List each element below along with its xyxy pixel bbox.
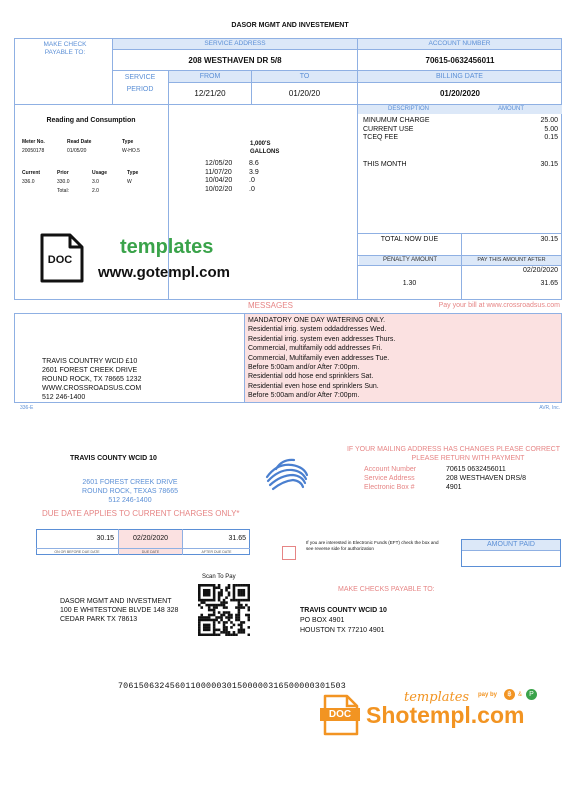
reading-header: Usage xyxy=(92,170,108,176)
to-date: 01/20/20 xyxy=(288,89,321,98)
reading-value: 3.0 xyxy=(92,179,99,185)
due-label-date: DUE DATE xyxy=(141,550,160,554)
charges-header xyxy=(358,105,562,114)
stub-info-label: Account Number xyxy=(364,466,417,473)
message-line: Residential irrig. system even addresses Thurs. xyxy=(248,335,396,343)
messages-list xyxy=(248,316,395,401)
bitcoin-icon: ฿ xyxy=(504,689,515,700)
doc-label: DOC xyxy=(47,254,73,266)
district-line: ROUND ROCK, TEXAS 78665 xyxy=(82,488,178,495)
pay-online-text: Pay your bill at www.crossroadsus.com xyxy=(438,302,560,309)
company-title: DASOR MGMT AND INVESTEMENT xyxy=(231,22,349,29)
from-date: 12/21/20 xyxy=(194,89,226,98)
usage-date: 12/05/20 xyxy=(205,160,233,167)
reading-header: Type xyxy=(127,170,139,176)
this-month-amount: 30.15 xyxy=(540,161,558,168)
address-change-notice xyxy=(336,445,560,463)
message-line: Commercial, multifamily odd addresses Fri. xyxy=(248,345,383,353)
description-label: DESCRIPTION xyxy=(388,106,430,112)
doc-file-icon xyxy=(38,232,86,284)
address-change-line: IF YOUR MAILING ADDRESS HAS CHANGES PLEASE CORRECT xyxy=(346,446,560,453)
usage-date: 10/02/20 xyxy=(205,185,233,193)
make-checks-label: MAKE CHECKS PAYABLE TO: xyxy=(338,586,435,593)
reading-value: W-HO.5 xyxy=(122,148,140,154)
usage-history xyxy=(205,160,259,194)
charge-desc: CURRENT USE xyxy=(363,125,414,133)
make-check-label: MAKE CHECK PAYABLE TO: xyxy=(43,41,87,56)
brand-script: templates xyxy=(404,690,470,705)
charges-list xyxy=(363,117,558,143)
message-line: Commercial, Multifamily even addresses Tue. xyxy=(248,354,390,362)
usage-value: .0 xyxy=(249,185,255,193)
qr-code-icon[interactable] xyxy=(198,584,250,636)
message-line: Residential even hose end sprinklers Sun. xyxy=(248,382,379,390)
eft-text: If you are interested in Electronic Funds (EFT) check the box and see reverse side for authorization xyxy=(306,540,439,551)
customer-line: 100 E WHITESTONE BLVDE 148 328 xyxy=(60,607,179,614)
usage-title xyxy=(250,140,279,156)
total-now-due-value: 30.15 xyxy=(540,236,558,243)
stub-info-label: Electronic Box # xyxy=(364,484,415,491)
eft-checkbox[interactable] xyxy=(282,546,296,560)
pay-after-label: PAY THIS AMOUNT AFTER xyxy=(462,256,561,265)
stub-info-value: 70615 0632456011 xyxy=(446,466,506,473)
reading-title: Reading and Consumption xyxy=(46,117,136,124)
address-change-line: PLEASE RETURN WITH PAYMENT xyxy=(411,455,525,462)
reading-value: 336.0 xyxy=(22,179,35,185)
reading-header: Type xyxy=(122,139,134,145)
pay-by-label: pay by xyxy=(478,692,498,698)
customer-line: DASOR MGMT AND INVESTMENT xyxy=(60,598,172,605)
penalty-label: PENALTY AMOUNT xyxy=(359,256,461,265)
district-address xyxy=(60,478,200,505)
message-line: Before 5:00am and/or After 7:00pm. xyxy=(248,392,360,400)
service-address-value: 208 WESTHAVEN DR 5/8 xyxy=(188,56,282,65)
charge-desc: MINUMUM CHARGE xyxy=(363,117,430,124)
service-period-label: SERVICE PERIOD xyxy=(124,74,156,93)
payee-line: ROUND ROCK, TX 78665 1232 xyxy=(42,376,142,383)
pay-after-date: 02/20/2020 xyxy=(522,267,558,274)
message-line: Residential irrig. system oddaddresses Wed. xyxy=(248,326,387,334)
remit-address xyxy=(300,606,387,636)
reading-header: Meter No. xyxy=(22,139,45,145)
reading-total xyxy=(57,188,147,194)
scan-to-pay-label: Scan To Pay xyxy=(202,574,236,580)
district-line: 512 246-1400 xyxy=(108,497,152,504)
messages-label: MESSAGES xyxy=(248,301,293,310)
due-label-before: ON OR BEFORE DUE DATE xyxy=(54,550,100,554)
account-number-value: 70615-0632456011 xyxy=(425,56,495,65)
usage-title-line: 1,000'S xyxy=(250,141,271,147)
reading-value: 01/05/20 xyxy=(67,148,87,154)
payee-line: 512 246-1400 xyxy=(42,394,86,401)
remit-line: PO BOX 4901 xyxy=(300,617,345,624)
usage-value: 8.6 xyxy=(249,160,259,167)
brand-site: Shotempl.com xyxy=(366,702,525,728)
reading-headers-2 xyxy=(22,170,162,176)
watermark-url: www.gotempl.com xyxy=(98,264,230,281)
usage-title-line: GALLONS xyxy=(250,149,280,155)
service-address-label: SERVICE ADDRESS xyxy=(113,39,357,49)
stub-info-value: 4901 xyxy=(446,484,462,491)
this-month-row xyxy=(363,161,558,168)
account-number-label: ACCOUNT NUMBER xyxy=(358,39,561,49)
due-value-after: 31.65 xyxy=(228,535,246,542)
due-date-notice: DUE DATE APPLIES TO CURRENT CHARGES ONLY* xyxy=(42,509,240,518)
total-now-due-label: TOTAL NOW DUE xyxy=(380,236,439,243)
amount-paid-label: AMOUNT PAID xyxy=(462,540,560,550)
to-label: TO xyxy=(252,71,357,82)
usage-date: 10/04/20 xyxy=(205,177,233,184)
due-value-date: 02/20/2020 xyxy=(132,535,169,542)
reading-header: Current xyxy=(22,170,41,176)
customer-address xyxy=(60,597,178,624)
due-value-before: 30.15 xyxy=(96,535,114,542)
charge-amount: 25.00 xyxy=(540,117,558,124)
form-code: 336-E xyxy=(20,405,34,411)
district-line: 2601 FOREST CREEK DRIVE xyxy=(82,479,178,486)
billing-date-label: BILLING DATE xyxy=(358,71,561,82)
message-line: Before 5:00am and/or After 7:00pm. xyxy=(248,364,360,372)
remit-line: TRAVIS COUNTY WCID 10 xyxy=(300,607,387,614)
usage-value: 3.9 xyxy=(249,168,259,176)
watermark-brand: templates xyxy=(120,236,214,258)
usage-value: .0 xyxy=(249,177,255,184)
reading-header: Prior xyxy=(57,170,69,176)
pay-after-amount: 31.65 xyxy=(540,280,558,287)
reading-headers-1 xyxy=(22,139,162,145)
charge-amount: 0.15 xyxy=(544,134,558,141)
reading-total-value: 2.0 xyxy=(92,188,99,194)
payee-line: TRAVIS COUNTRY WCID £10 xyxy=(42,358,138,365)
penalty-amount: 1.30 xyxy=(402,280,417,287)
reading-value: W xyxy=(127,179,132,185)
reading-values-1 xyxy=(22,148,162,154)
micr-line: 70615063245601100000301500000316500000301503 xyxy=(118,682,346,691)
due-label-after: AFTER DUE DATE xyxy=(201,550,232,554)
this-month-label: THIS MONTH xyxy=(363,161,407,168)
message-line: MANDATORY ONE DAY WATERING ONLY. xyxy=(248,317,386,324)
payee-block xyxy=(42,357,141,402)
doc-orange-label: DOC xyxy=(320,708,360,721)
payee-line: WWW.CROSSROADSUS.COM xyxy=(42,385,142,392)
usage-date: 11/07/20 xyxy=(205,168,232,176)
paypal-icon: P xyxy=(526,689,537,700)
doc-orange-icon xyxy=(322,694,360,736)
stub-info-value: 208 WESTHAVEN DRS/8 xyxy=(446,475,527,482)
stub-info-label: Service Address xyxy=(364,475,415,482)
charge-desc: TCEQ FEE xyxy=(363,134,399,141)
reading-value: 20050178 xyxy=(22,148,45,154)
reading-total-label: Total: xyxy=(57,188,69,194)
payee-line: 2601 FOREST CREEK DRIVE xyxy=(42,367,138,374)
district-name: TRAVIS COUNTY WCID 10 xyxy=(70,455,157,462)
reading-header: Read Date xyxy=(67,139,92,145)
charge-amount: 5.00 xyxy=(544,125,558,133)
message-line: Residential odd hose end sprinklers Sat. xyxy=(248,373,374,381)
vendor-code: AVR, Inc. xyxy=(539,405,560,411)
stub-info xyxy=(364,465,526,492)
remit-line: HOUSTON TX 77210 4901 xyxy=(300,627,385,634)
from-label: FROM xyxy=(169,71,251,82)
amount-label: AMOUNT xyxy=(498,106,524,112)
reading-values-2 xyxy=(22,179,162,185)
customer-line: CEDAR PARK TX 78613 xyxy=(60,616,138,623)
reading-value: 330.0 xyxy=(57,179,70,185)
district-logo-icon xyxy=(262,455,312,497)
billing-date-value: 01/20/2020 xyxy=(439,89,481,98)
